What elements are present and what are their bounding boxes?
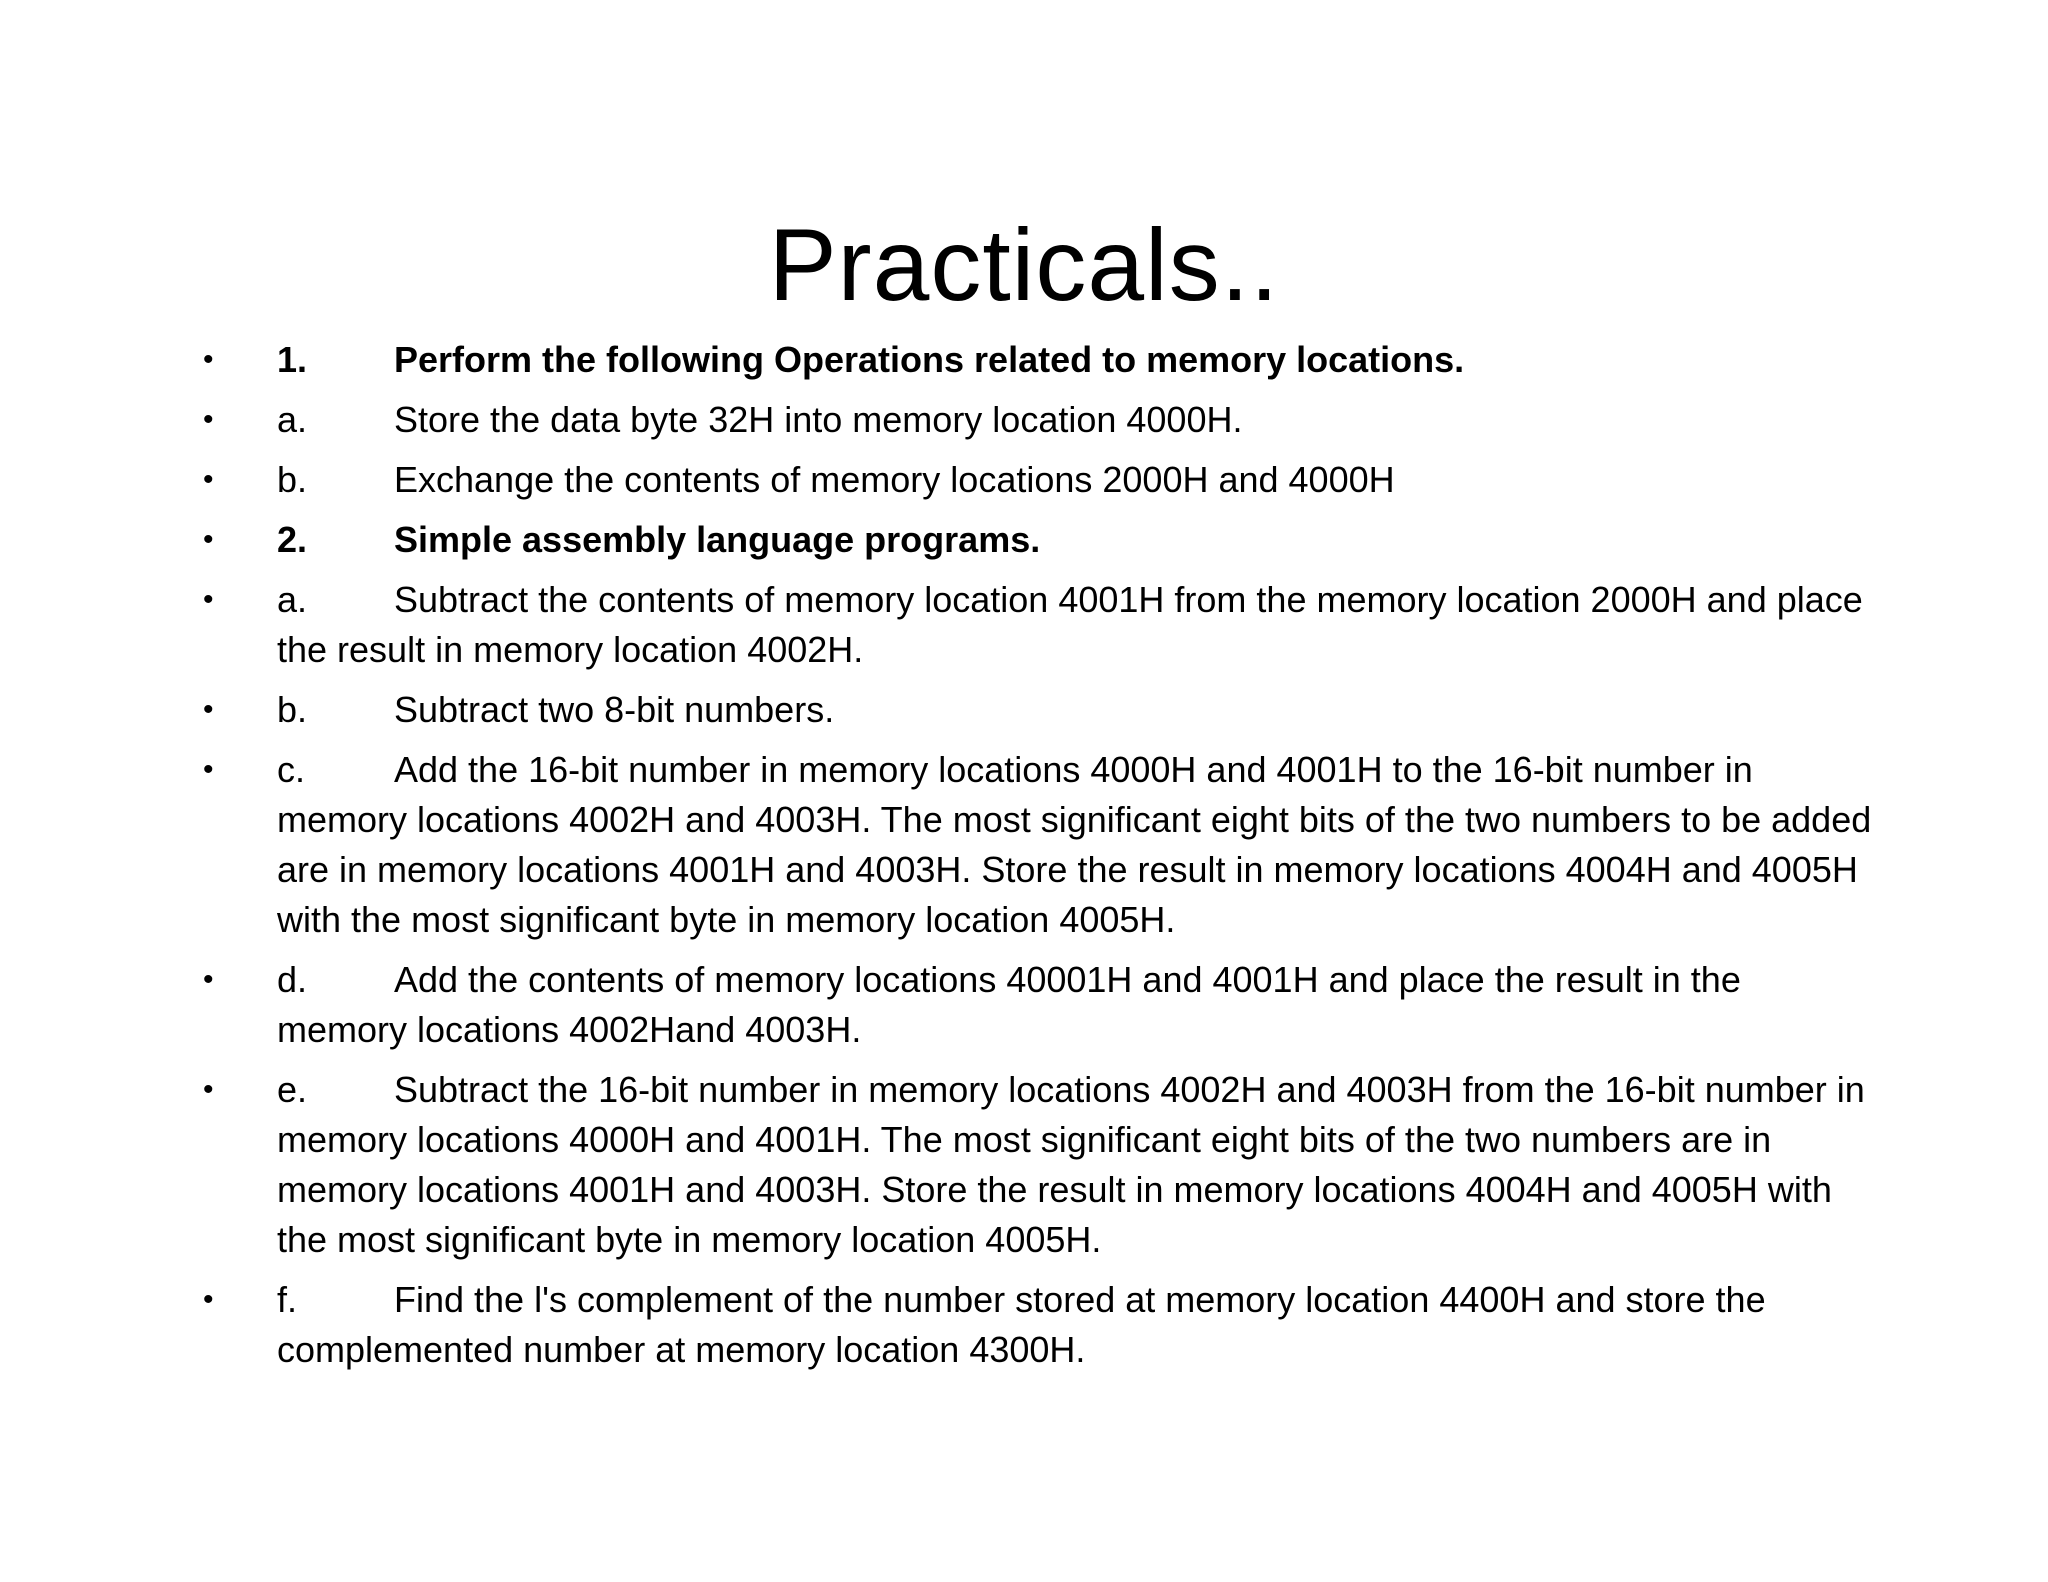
list-item <box>0 335 2048 385</box>
item-text: Add the contents of memory locations 40001H and 4001H and place the result in the memory locations 4002Hand 4003H. <box>277 959 1741 1050</box>
bullet-icon: • <box>203 403 214 436</box>
item-text: Subtract the contents of memory location 4001H from the memory location 2000H and place the result in memory location 4002H. <box>277 579 1863 670</box>
item-marker: c. <box>277 749 306 790</box>
bullet-icon: • <box>203 523 214 556</box>
list-item <box>0 1275 2048 1375</box>
item-marker: a. <box>277 399 308 440</box>
item-marker: a. <box>277 579 308 620</box>
list-item <box>0 685 2048 735</box>
list-item <box>0 395 2048 445</box>
list-item <box>0 1065 2048 1265</box>
list-item <box>0 455 2048 505</box>
bullet-icon: • <box>203 583 214 616</box>
list-item <box>0 575 2048 675</box>
list-item <box>0 515 2048 565</box>
bullet-icon: • <box>203 963 214 996</box>
bullet-icon: • <box>203 1283 214 1316</box>
item-marker: e. <box>277 1069 308 1110</box>
bullet-icon: • <box>203 343 214 376</box>
item-text: Exchange the contents of memory locations 2000H and 4000H <box>394 459 1395 500</box>
item-marker: b. <box>277 689 308 730</box>
item-marker: f. <box>277 1279 298 1320</box>
item-text: Subtract two 8-bit numbers. <box>394 689 835 730</box>
practicals-list <box>0 335 2048 1385</box>
item-marker: d. <box>277 959 308 1000</box>
item-marker: 2. <box>277 519 308 560</box>
item-text: Add the 16-bit number in memory locations 4000H and 4001H to the 16-bit number in memory locations 4002H and 4003H. The most significant eight bits of the two numbers to be added are in memory locations 4001H and 4003H. Store the result in memory locations 4004H and 4005H with the most significant byte in memory location 4005H. <box>277 749 1872 940</box>
item-marker: 1. <box>277 339 308 380</box>
list-item <box>0 955 2048 1055</box>
bullet-icon: • <box>203 1073 214 1106</box>
bullet-icon: • <box>203 693 214 726</box>
slide-title: Practicals.. <box>768 208 1280 322</box>
item-marker: b. <box>277 459 308 500</box>
bullet-icon: • <box>203 753 214 786</box>
item-text: Subtract the 16-bit number in memory locations 4002H and 4003H from the 16-bit number in memory locations 4000H and 4001H. The most significant eight bits of the two numbers are in memory locations 4001H and 4003H. Store the result in memory locations 4004H and 4005H with the most significant byte in memory location 4005H. <box>277 1069 1865 1260</box>
item-text: Perform the following Operations related to memory locations. <box>394 339 1465 380</box>
bullet-icon: • <box>203 463 214 496</box>
item-text: Find the l's complement of the number stored at memory location 4400H and store the complemented number at memory location 4300H. <box>277 1279 1766 1370</box>
list-item <box>0 745 2048 945</box>
item-text: Simple assembly language programs. <box>394 519 1041 560</box>
item-text: Store the data byte 32H into memory location 4000H. <box>394 399 1243 440</box>
